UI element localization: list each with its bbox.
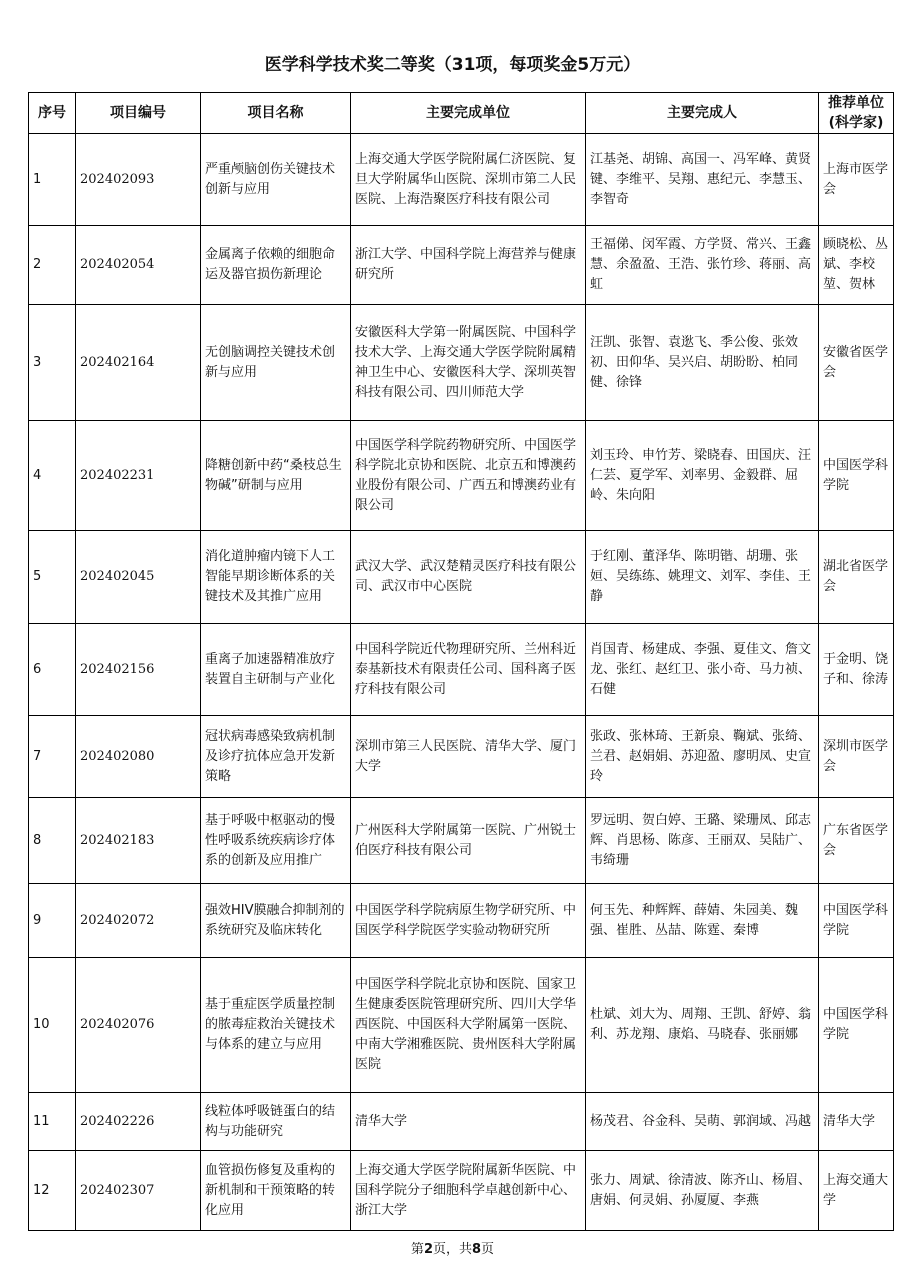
- footer-current-page: 2: [423, 1242, 433, 1257]
- table-row: [29, 716, 894, 798]
- header-project-code: 项目编号: [76, 93, 201, 134]
- cell-seq: 4: [29, 421, 76, 531]
- cell-main-people: 杨茂君、谷金科、吴萌、郭润域、冯越: [586, 1093, 819, 1151]
- cell-main-people: 张政、张林琦、王新泉、鞠斌、张绮、兰君、赵娟娟、苏迎盈、廖明凤、史宣玲: [586, 716, 819, 798]
- header-project-name: 项目名称: [201, 93, 351, 134]
- cell-main-people: 汪凯、张智、袁逖飞、季公俊、张效初、田仰华、吴兴启、胡盼盼、柏同健、徐锋: [586, 305, 819, 421]
- cell-seq: 8: [29, 798, 76, 884]
- cell-project-code: 202402231: [76, 421, 201, 531]
- cell-main-units: 安徽医科大学第一附属医院、中国科学技术大学、上海交通大学医学院附属精神卫生中心、安徽医科大学、深圳英智科技有限公司、四川师范大学: [351, 305, 586, 421]
- cell-project-code: 202402072: [76, 884, 201, 958]
- cell-project-code: 202402156: [76, 624, 201, 716]
- footer-suffix: 页: [481, 1242, 495, 1257]
- cell-recommender: 中国医学科学院: [819, 958, 894, 1093]
- cell-main-units: 清华大学: [351, 1093, 586, 1151]
- cell-main-people: 罗远明、贺白婷、王璐、梁珊凤、邱志辉、肖思杨、陈彦、王丽双、吴陆广、韦绮珊: [586, 798, 819, 884]
- cell-project-name: 降糖创新中药“桑枝总生物碱”研制与应用: [201, 421, 351, 531]
- cell-seq: 5: [29, 531, 76, 624]
- table-row: [29, 134, 894, 226]
- cell-seq: 2: [29, 226, 76, 305]
- cell-project-code: 202402183: [76, 798, 201, 884]
- cell-seq: 10: [29, 958, 76, 1093]
- cell-recommender: 广东省医学会: [819, 798, 894, 884]
- table-header-row: [29, 93, 894, 134]
- page-title: 医学科学技术奖二等奖（31项，每项奖金5万元）: [264, 55, 641, 75]
- cell-main-units: 上海交通大学医学院附属仁济医院、复旦大学附属华山医院、深圳市第二人民医院、上海浩聚医疗科技有限公司: [351, 134, 586, 226]
- cell-project-name: 强效HIV膜融合抑制剂的系统研究及临床转化: [201, 884, 351, 958]
- cell-seq: 12: [29, 1151, 76, 1231]
- header-main-units: 主要完成单位: [351, 93, 586, 134]
- cell-project-code: 202402080: [76, 716, 201, 798]
- table-row: [29, 1151, 894, 1231]
- cell-recommender: 于金明、饶子和、徐涛: [819, 624, 894, 716]
- cell-project-name: 基于重症医学质量控制的脓毒症救治关键技术与体系的建立与应用: [201, 958, 351, 1093]
- cell-main-units: 武汉大学、武汉楚精灵医疗科技有限公司、武汉市中心医院: [351, 531, 586, 624]
- cell-project-name: 严重颅脑创伤关键技术创新与应用: [201, 134, 351, 226]
- cell-main-units: 中国医学科学院药物研究所、中国医学科学院北京协和医院、北京五和博澳药业股份有限公司、广西五和博澳药业有限公司: [351, 421, 586, 531]
- table-row: [29, 531, 894, 624]
- cell-project-name: 金属离子依赖的细胞命运及器官损伤新理论: [201, 226, 351, 305]
- cell-recommender: 深圳市医学会: [819, 716, 894, 798]
- cell-project-code: 202402226: [76, 1093, 201, 1151]
- cell-main-people: 何玉先、种辉辉、薛婧、朱园美、魏强、崔胜、丛喆、陈霆、秦博: [586, 884, 819, 958]
- cell-main-people: 张力、周斌、徐清波、陈齐山、杨眉、唐娟、何灵娟、孙厦厦、李燕: [586, 1151, 819, 1231]
- cell-seq: 1: [29, 134, 76, 226]
- cell-main-people: 杜斌、刘大为、周翔、王凯、舒婷、翁利、苏龙翔、康焰、马晓春、张丽娜: [586, 958, 819, 1093]
- cell-recommender: 顾晓松、丛斌、李校堃、贺林: [819, 226, 894, 305]
- header-seq: 序号: [29, 93, 76, 134]
- table-row: [29, 958, 894, 1093]
- cell-main-people: 肖国青、杨建成、李强、夏佳文、詹文龙、张红、赵红卫、张小奇、马力祯、石健: [586, 624, 819, 716]
- cell-project-name: 线粒体呼吸链蛋白的结构与功能研究: [201, 1093, 351, 1151]
- cell-project-name: 无创脑调控关键技术创新与应用: [201, 305, 351, 421]
- cell-main-people: 于红刚、董泽华、陈明锴、胡珊、张姮、吴练练、姚理文、刘军、李佳、王静: [586, 531, 819, 624]
- footer-total-pages: 8: [472, 1242, 482, 1257]
- cell-main-people: 江基尧、胡锦、高国一、冯军峰、黄贤键、李维平、吴翔、惠纪元、李慧玉、李智奇: [586, 134, 819, 226]
- cell-project-name: 基于呼吸中枢驱动的慢性呼吸系统疾病诊疗体系的创新及应用推广: [201, 798, 351, 884]
- cell-main-units: 中国医学科学院病原生物学研究所、中国医学科学院医学实验动物研究所: [351, 884, 586, 958]
- table-row: [29, 421, 894, 531]
- cell-main-units: 中国科学院近代物理研究所、兰州科近泰基新技术有限责任公司、国科离子医疗科技有限公司: [351, 624, 586, 716]
- cell-project-code: 202402307: [76, 1151, 201, 1231]
- cell-seq: 7: [29, 716, 76, 798]
- cell-recommender: 安徽省医学会: [819, 305, 894, 421]
- cell-main-units: 广州医科大学附属第一医院、广州锐士伯医疗科技有限公司: [351, 798, 586, 884]
- cell-project-name: 冠状病毒感染致病机制及诊疗抗体应急开发新策略: [201, 716, 351, 798]
- footer-middle: 页，共: [432, 1242, 472, 1257]
- footer-prefix: 第: [410, 1242, 424, 1257]
- cell-main-units: 深圳市第三人民医院、清华大学、厦门大学: [351, 716, 586, 798]
- cell-main-people: 刘玉玲、申竹芳、梁晓春、田国庆、汪仁芸、夏学军、刘率男、金毅群、屈岭、朱向阳: [586, 421, 819, 531]
- cell-project-code: 202402054: [76, 226, 201, 305]
- table-row: [29, 798, 894, 884]
- cell-project-code: 202402164: [76, 305, 201, 421]
- table-row: [29, 624, 894, 716]
- cell-main-units: 上海交通大学医学院附属新华医院、中国科学院分子细胞科学卓越创新中心、浙江大学: [351, 1151, 586, 1231]
- table-row: [29, 226, 894, 305]
- cell-main-units: 中国医学科学院北京协和医院、国家卫生健康委医院管理研究所、四川大学华西医院、中国医科大学附属第一医院、中南大学湘雅医院、贵州医科大学附属医院: [351, 958, 586, 1093]
- page-footer: [0, 1238, 905, 1257]
- table-row: [29, 884, 894, 958]
- cell-seq: 3: [29, 305, 76, 421]
- cell-recommender: 湖北省医学会: [819, 531, 894, 624]
- cell-project-name: 重离子加速器精准放疗装置自主研制与产业化: [201, 624, 351, 716]
- table-row: [29, 305, 894, 421]
- header-main-people: 主要完成人: [586, 93, 819, 134]
- cell-project-code: 202402093: [76, 134, 201, 226]
- cell-project-name: 消化道肿瘤内镜下人工智能早期诊断体系的关键技术及其推广应用: [201, 531, 351, 624]
- cell-project-code: 202402045: [76, 531, 201, 624]
- cell-recommender: 上海市医学会: [819, 134, 894, 226]
- cell-recommender: 上海交通大学: [819, 1151, 894, 1231]
- cell-project-code: 202402076: [76, 958, 201, 1093]
- cell-main-people: 王福俤、闵军霞、方学贤、常兴、王鑫慧、余盈盈、王浩、张竹珍、蒋丽、高虹: [586, 226, 819, 305]
- cell-project-name: 血管损伤修复及重构的新机制和干预策略的转化应用: [201, 1151, 351, 1231]
- cell-seq: 6: [29, 624, 76, 716]
- cell-seq: 11: [29, 1093, 76, 1151]
- header-recommender: 推荐单位(科学家): [819, 93, 894, 134]
- cell-recommender: 清华大学: [819, 1093, 894, 1151]
- cell-recommender: 中国医学科学院: [819, 884, 894, 958]
- cell-seq: 9: [29, 884, 76, 958]
- cell-main-units: 浙江大学、中国科学院上海营养与健康研究所: [351, 226, 586, 305]
- table-row: [29, 1093, 894, 1151]
- awards-table: [28, 92, 894, 1231]
- cell-recommender: 中国医学科学院: [819, 421, 894, 531]
